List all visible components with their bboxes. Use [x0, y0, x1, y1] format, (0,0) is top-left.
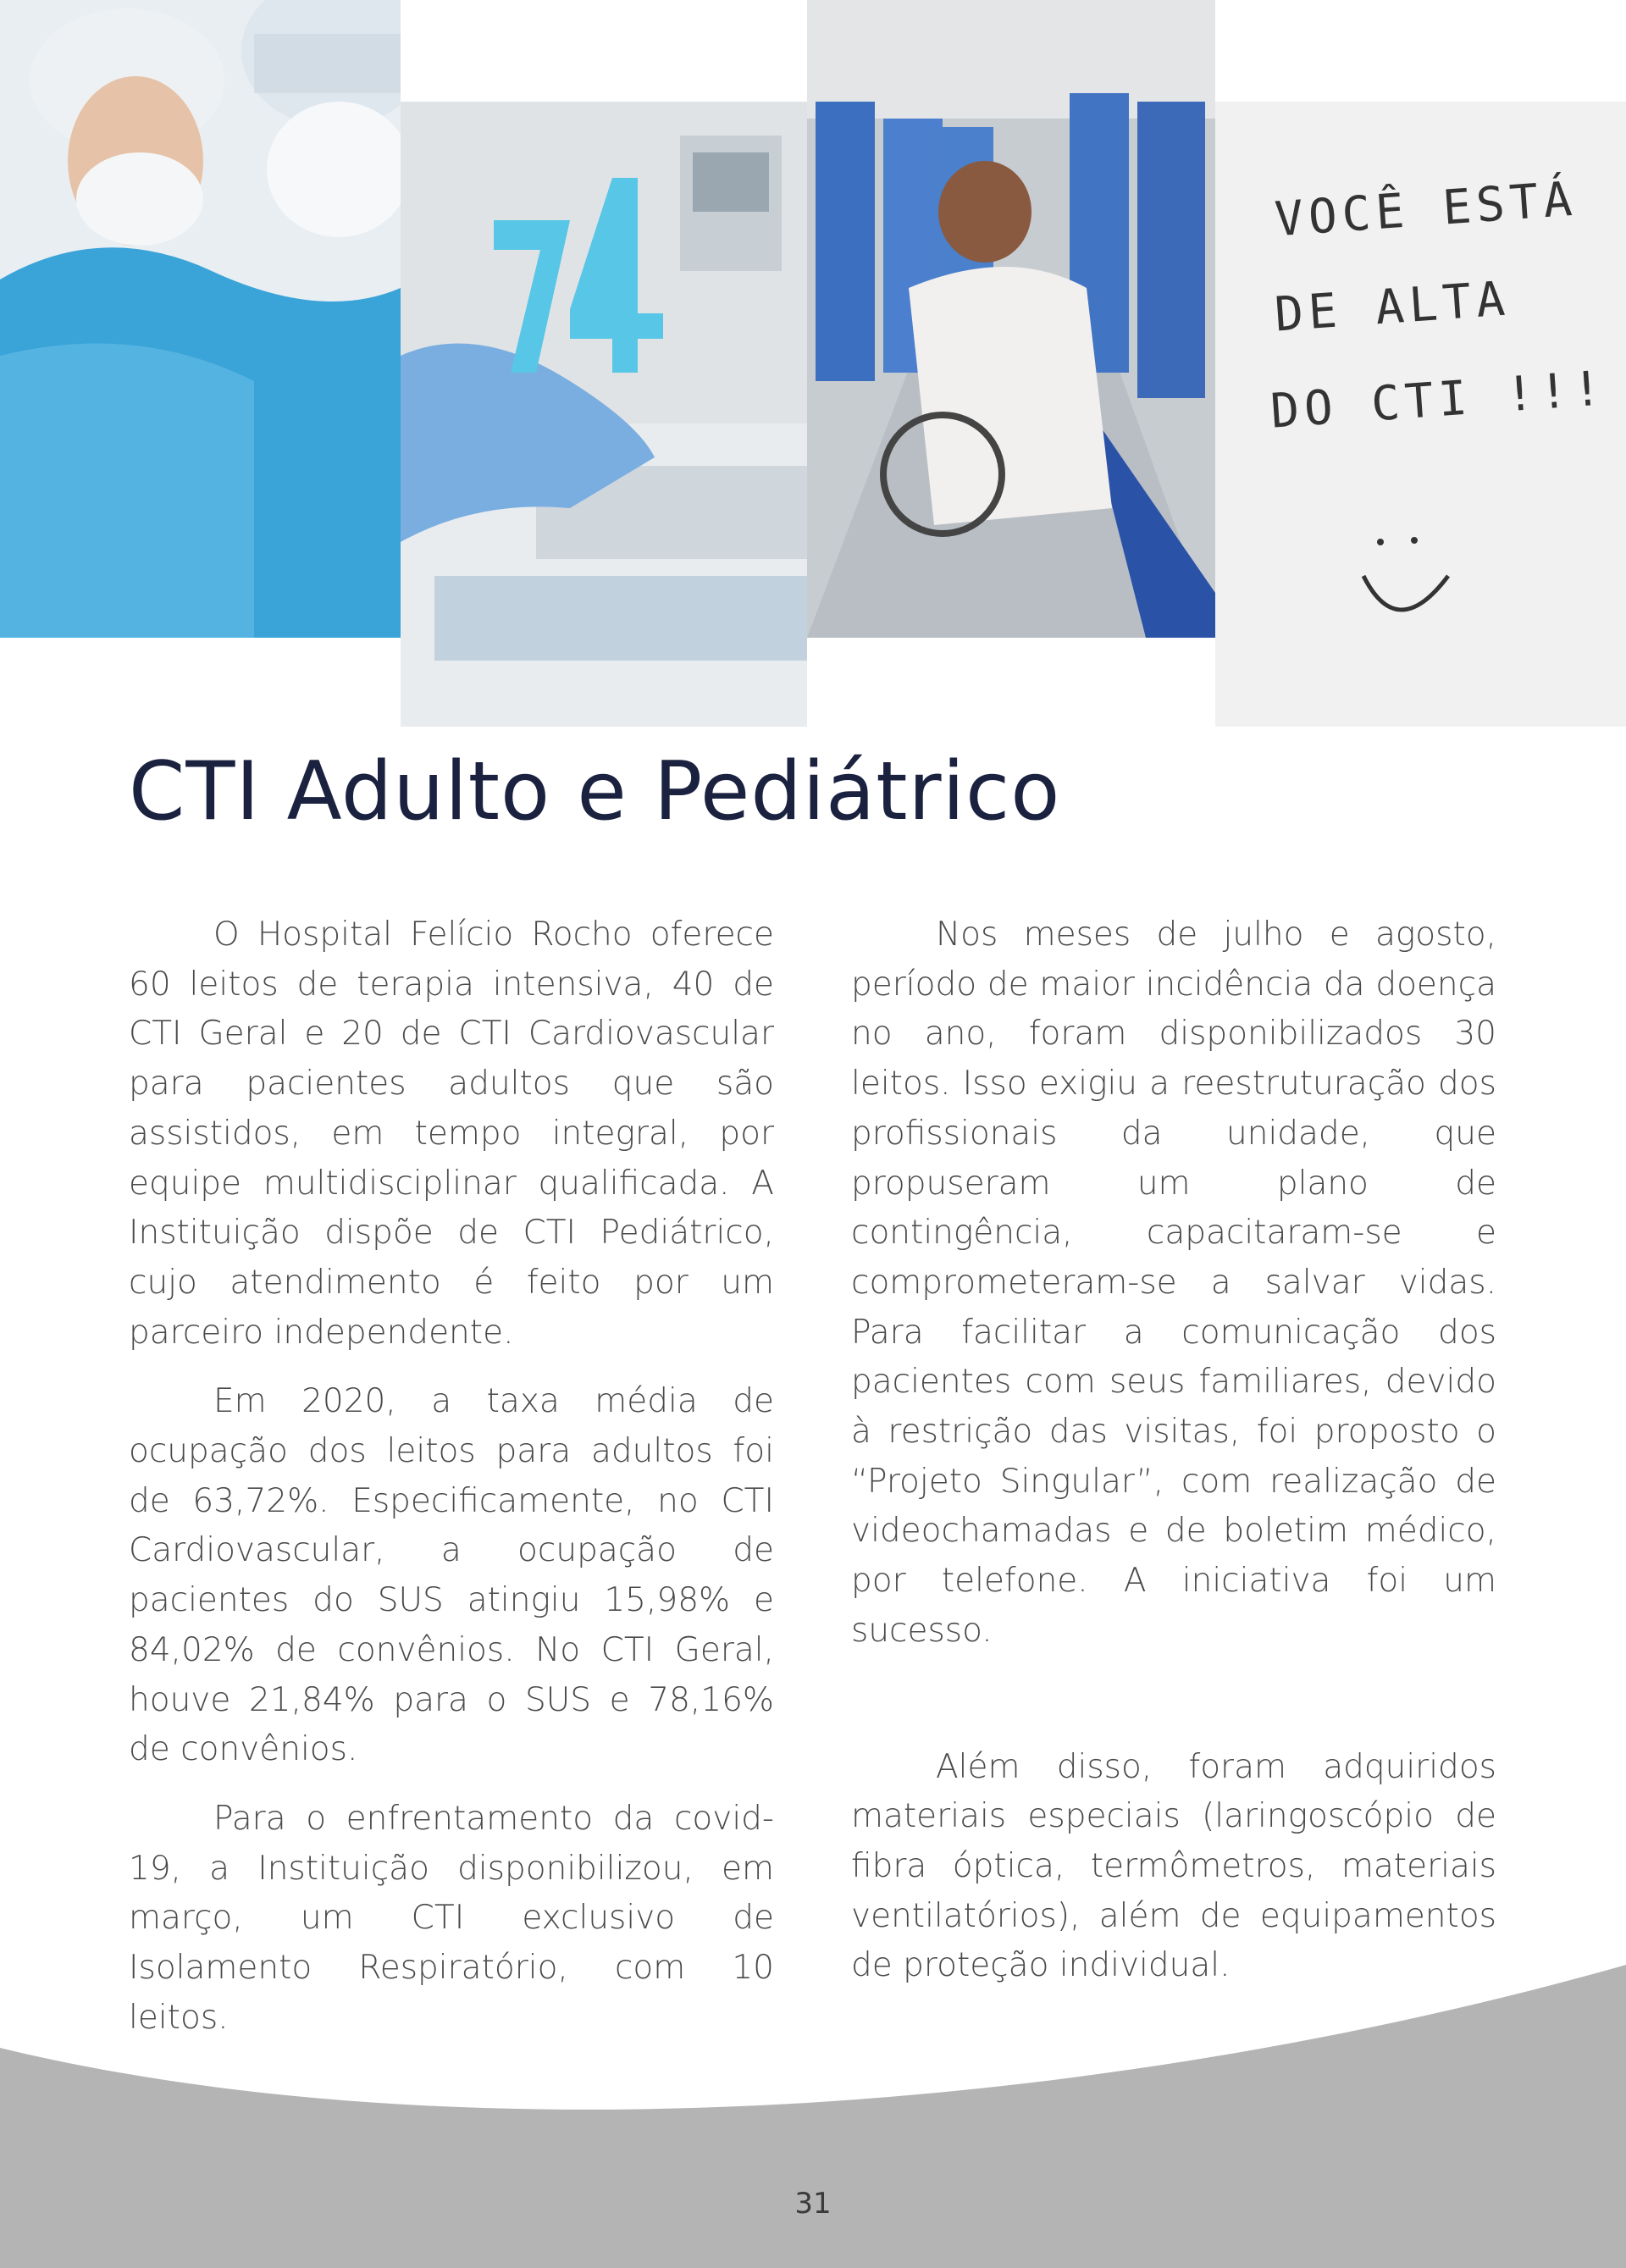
note-handwriting [1215, 102, 1626, 727]
photo-birthday-candles [401, 102, 807, 727]
photo-health-workers-ppe-image [0, 0, 401, 638]
note-line-3: DO CTI !!! [1269, 361, 1608, 440]
photo-patient-discharge [807, 0, 1215, 638]
left-paragraph-2: Em 2020, a taxa média de ocupação dos leitos para adultos foi de 63,72%. Especificamente, no CTI Cardiovascular, a ocupação de pacientes do SUS atingiu 15,98% e 84,02% de convênios. No CTI Geral, houve 21,84% para o SUS e 78,16% de convênios. [129, 1382, 774, 1769]
page-title: CTI Adulto e Pediátrico [129, 745, 1061, 838]
footer-wave [0, 1965, 1626, 2268]
left-paragraph-1: O Hospital Felício Rocho oferece 60 leitos de terapia intensiva, 40 de CTI Geral e 20 de CTI Cardiovascular para pacientes adultos que são assistidos, em tempo integral, por equipe multidisciplinar qualificada. A Instituição dispõe de CTI Pediátrico, cujo atendimento é feito por um parceiro independente. [129, 915, 774, 1352]
left-column [129, 910, 774, 2043]
right-column [851, 910, 1496, 1991]
right-paragraph-1: Nos meses de julho e agosto, período de maior incidência da doença no ano, foram disponibilizados 30 leitos. Isso exigiu a reestruturação dos profissionais da unidade, que propuseram um plano de contingência, capacitaram-se e comprometeram-se a salvar vidas. Para facilitar a comunicação dos pacientes com seus familiares, devido à restrição das visitas, foi proposto o “Projeto Singular”, com realização de videochamadas e de boletim médico, por telefone. A iniciativa foi um sucesso. [851, 915, 1496, 1650]
photo-patient-discharge-image [807, 0, 1215, 638]
photo-handwritten-note [1215, 102, 1626, 727]
note-line-2: DE ALTA [1273, 271, 1512, 343]
right-paragraph-2: Além disso, foram adquiridos materiais especiais (laringoscópio de fibra óptica, termômetros, materiais ventilatórios), além de equipamentos de proteção individual. [851, 1747, 1496, 1985]
photo-birthday-candles-image [401, 102, 807, 727]
left-paragraph-3: Para o enfrentamento da covid-19, a Instituição disponibilizou, em março, um CTI exclusivo de Isolamento Respiratório, com 10 leitos. [129, 1799, 774, 2037]
photo-health-workers-ppe [0, 0, 401, 638]
note-line-1: VOCÊ ESTÁ [1273, 171, 1579, 248]
page-number: 31 [794, 2187, 832, 2221]
